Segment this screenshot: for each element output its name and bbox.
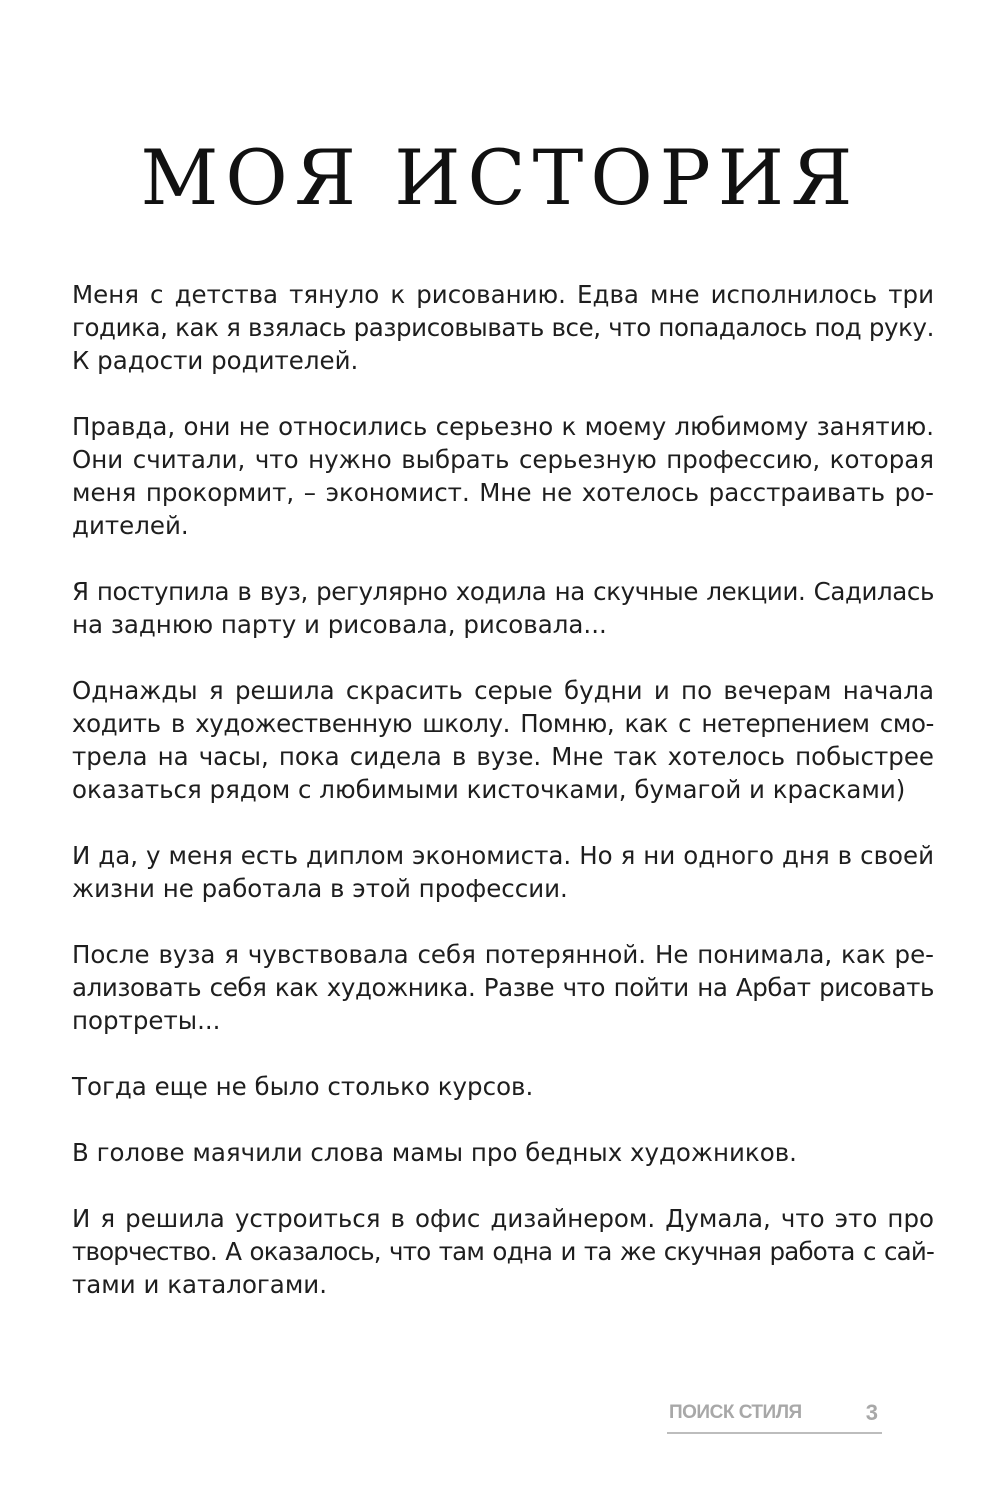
paragraph xyxy=(72,839,934,905)
text-line: После вуза я чувствовала себя потерянной. Не понимала, как ре- xyxy=(72,940,934,969)
text-line: портреты... xyxy=(72,1006,221,1035)
paragraph xyxy=(72,1136,934,1169)
text-line: И да, у меня есть диплом экономиста. Но я ни одного дня в своей xyxy=(72,841,934,870)
text-line: К радости родителей. xyxy=(72,346,359,375)
paragraph xyxy=(72,278,934,377)
paragraph xyxy=(72,1202,934,1301)
text-line: Однажды я решила скрасить серые будни и по вечерам начала xyxy=(72,676,934,705)
text-line: Меня с детства тянуло к рисованию. Едва мне исполнилось три xyxy=(72,280,934,309)
text-line: И я решила устроиться в офис дизайнером. Думала, что это про xyxy=(72,1204,934,1233)
text-line: тами и каталогами. xyxy=(72,1270,328,1299)
text-line: дителей. xyxy=(72,511,189,540)
page-footer xyxy=(667,1398,882,1438)
text-line: Правда, они не относились серьезно к моему любимому занятию. xyxy=(72,412,934,441)
paragraph xyxy=(72,1070,934,1103)
section-title: ПОИСК СТИЛЯ xyxy=(669,1402,802,1423)
text-line: В голове маячили слова мамы про бедных художников. xyxy=(72,1138,797,1167)
text-line: трела на часы, пока сидела в вузе. Мне так хотелось побыстрее xyxy=(72,742,934,771)
text-line: Они считали, что нужно выбрать серьезную профессию, которая xyxy=(72,445,934,474)
text-line: оказаться рядом с любимыми кисточками, бумагой и красками) xyxy=(72,775,906,804)
text-line: творчество. А оказалось, что там одна и та же скучная работа с сай- xyxy=(72,1237,934,1266)
footer-divider xyxy=(667,1432,882,1434)
text-line: Я поступила в вуз, регулярно ходила на скучные лекции. Садилась xyxy=(72,577,934,606)
text-line: меня прокормит, – экономист. Мне не хотелось расстраивать ро- xyxy=(72,478,934,507)
page-number: 3 xyxy=(865,1400,878,1425)
text-line: ходить в художественную школу. Помню, как с нетерпением смо- xyxy=(72,709,934,738)
paragraph xyxy=(72,674,934,806)
text-line: жизни не работала в этой профессии. xyxy=(72,874,568,903)
paragraph xyxy=(72,575,934,641)
page-title: МОЯ ИСТОРИЯ xyxy=(140,133,860,222)
article-body xyxy=(72,278,934,1334)
text-line: годика, как я взялась разрисовывать все, что попадалось под руку. xyxy=(72,313,934,342)
paragraph xyxy=(72,410,934,542)
text-line: Тогда еще не было столько курсов. xyxy=(72,1072,534,1101)
text-line: на заднюю парту и рисовала, рисовала... xyxy=(72,610,607,639)
text-line: ализовать себя как художника. Разве что пойти на Арбат рисовать xyxy=(72,973,934,1002)
paragraph xyxy=(72,938,934,1037)
